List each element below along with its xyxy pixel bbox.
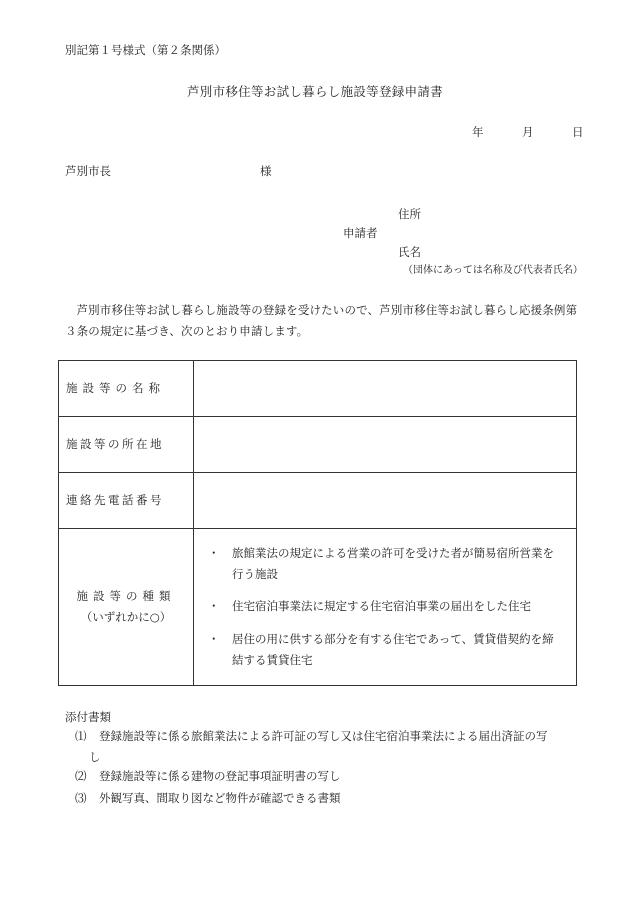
facility-type-option[interactable]: ・ 旅館業法の規定による営業の許可を受けた者が簡易宿所営業を行う施設 [208,543,562,586]
facility-location-cell[interactable] [194,417,577,473]
addressee-mayor: 芦別市長 [65,164,111,178]
facility-type-label: 施設等の種類 （いずれかに○） [59,529,194,686]
name-label: 氏名 [398,245,421,259]
attachment-item: ⑴ 登録施設等に係る旅館業法による許可証の写し又は住宅宿泊事業法による届出済証の写 し [75,729,548,765]
bullet-icon: ・ [208,631,220,646]
addressee-honorific: 様 [260,164,272,178]
facility-name-cell[interactable] [194,361,577,417]
bullet-icon: ・ [208,545,220,560]
attachments-title: 添付書類 [65,710,111,724]
date-day-label: 日 [572,125,584,139]
facility-location-label: 施設等の所在地 [59,417,194,473]
attachment-item: ⑵ 登録施設等に係る建物の登記事項証明書の写し [75,769,341,783]
name-note: （団体にあっては名称及び代表者氏名） [403,265,583,276]
facility-type-option[interactable]: ・ 居住の用に供する部分を有する住宅であって、賃貸借契約を締結する賃貸住宅 [208,629,562,672]
bullet-icon: ・ [208,599,220,614]
contact-phone-cell[interactable] [194,473,577,529]
address-label: 住所 [398,207,421,221]
applicant-label: 申請者 [343,226,378,240]
date-year-label: 年 [472,125,484,139]
facility-info-table [58,360,577,686]
attachment-item: ⑶ 外観写真、間取り図など物件が確認できる書類 [75,791,341,805]
application-statement: 芦別市移住等お試し暮らし施設等の登録を受けたいので、芦別市移住等お試し暮らし応援条例第３条の規定に基づき、次のとおり申請します。 [65,303,578,339]
facility-type-sublabel: （いずれかに○） [80,610,172,624]
facility-type-options[interactable] [194,529,577,686]
table-row [59,417,577,473]
facility-name-label: 施設等の名称 [59,361,194,417]
page-title: 芦別市移住等お試し暮らし施設等登録申請書 [186,84,443,99]
table-row [59,361,577,417]
facility-type-option[interactable]: ・ 住宅宿泊事業法に規定する住宅宿泊事業の届出をした住宅 [208,596,562,617]
form-number: 別記第１号様式（第２条関係） [65,43,226,57]
table-row [59,473,577,529]
contact-phone-label: 連絡先電話番号 [59,473,194,529]
date-month-label: 月 [522,125,534,139]
table-row [59,529,577,686]
